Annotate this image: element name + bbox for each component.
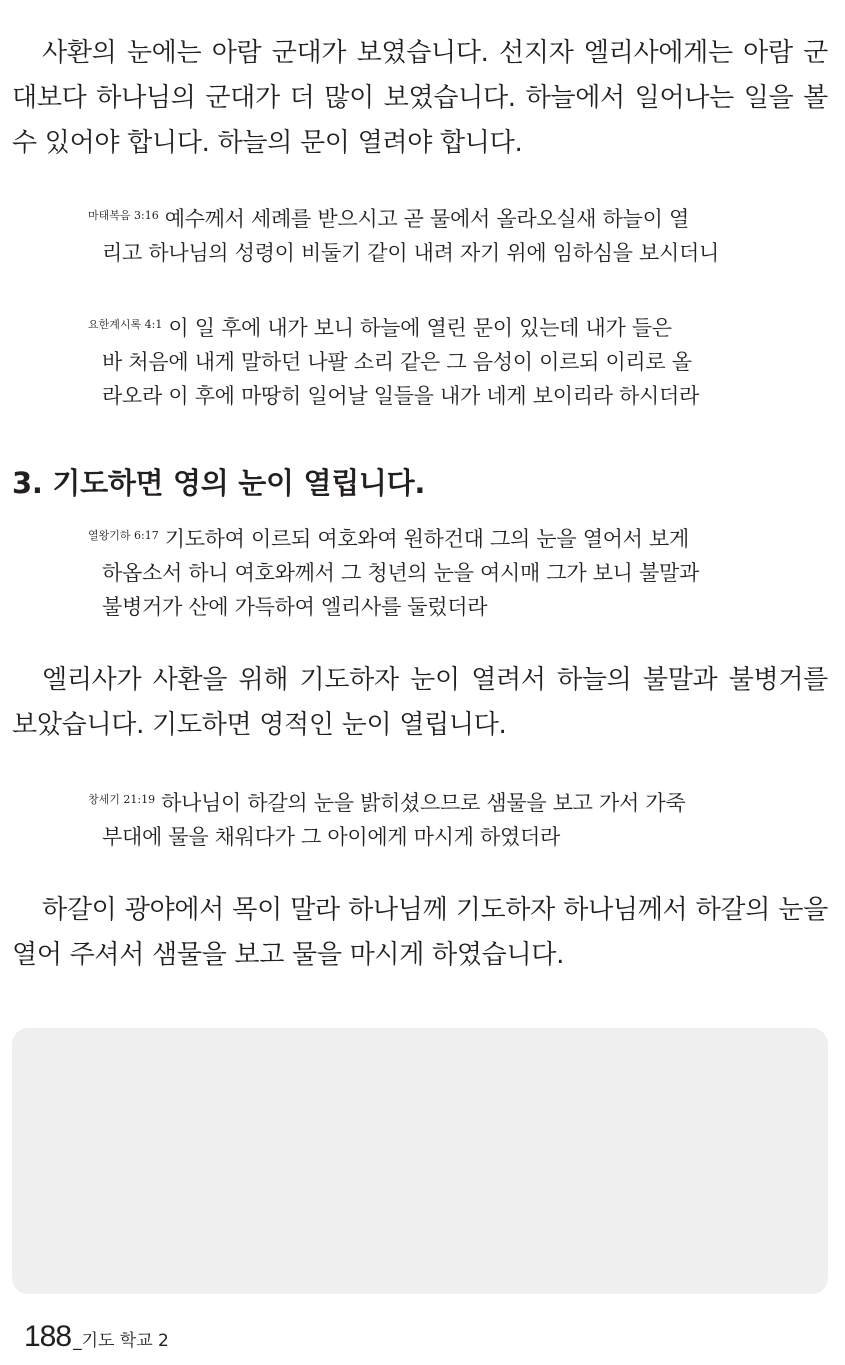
scripture-quote-2kings [88, 519, 753, 624]
scripture-line [88, 199, 753, 236]
page-number: 188 [24, 1320, 72, 1353]
scripture-line: 불병거가 산에 가득하여 엘리사를 둘렀더라 [102, 595, 488, 619]
scripture-quote-matthew [88, 199, 753, 270]
scripture-line: 라오라 이 후에 마땅히 일어날 일들을 내가 네게 보이리라 하시더라 [102, 384, 699, 408]
page-footer [24, 1320, 169, 1356]
body-paragraph-2: 엘리사가 사환을 위해 기도하자 눈이 열려서 하늘의 불말과 불병거를 보았습니다. 기도하면 영적인 눈이 열립니다. [12, 665, 828, 740]
notes-box[interactable] [12, 1028, 828, 1294]
scripture-line: 하옵소서 하니 여호와께서 그 청년의 눈을 여시매 그가 보니 불말과 [102, 561, 699, 585]
scripture-line [88, 783, 753, 820]
scripture-line: 리고 하나님의 성령이 비둘기 같이 내려 자기 위에 임하심을 보시더니 [102, 241, 719, 265]
scripture-text: 이 일 후에 내가 보니 하늘에 열린 문이 있는데 내가 들은 [168, 316, 672, 340]
scripture-line [88, 308, 753, 345]
scripture-text: 예수께서 세례를 받으시고 곧 물에서 올라오실새 하늘이 열 [164, 207, 689, 231]
body-paragraph-3: 하갈이 광야에서 목이 말라 하나님께 기도하자 하나님께서 하갈의 눈을 열어 주셔서 샘물을 보고 물을 마시게 하였습니다. [12, 895, 828, 970]
scripture-line [88, 519, 753, 556]
scripture-line: 바 처음에 내게 말하던 나팔 소리 같은 그 음성이 이르되 이리로 올 [102, 350, 692, 374]
scripture-line: 부대에 물을 채워다가 그 아이에게 마시게 하였더라 [102, 825, 560, 849]
scripture-reference: 창세기 21:19 [88, 793, 156, 806]
scripture-reference: 요한계시록 4:1 [88, 318, 163, 331]
scripture-text: 기도하여 이르되 여호와여 원하건대 그의 눈을 열어서 보게 [164, 527, 689, 551]
section-heading: 3. 기도하면 영의 눈이 열립니다. [12, 466, 426, 500]
body-paragraph-1: 사환의 눈에는 아람 군대가 보였습니다. 선지자 엘리사에게는 아람 군대보다 하나님의 군대가 더 많이 보였습니다. 하늘에서 일어나는 일을 볼 수 있어야 합니다. 하늘의 문이 열려야 합니다. [12, 38, 828, 158]
scripture-reference: 마태복음 3:16 [88, 209, 159, 222]
book-title: _기도 학교 2 [73, 1331, 169, 1351]
scripture-reference: 열왕기하 6:17 [88, 529, 159, 542]
scripture-quote-revelation [88, 308, 753, 413]
scripture-text: 하나님이 하갈의 눈을 밝히셨으므로 샘물을 보고 가서 가죽 [161, 791, 686, 815]
scripture-quote-genesis [88, 783, 753, 854]
